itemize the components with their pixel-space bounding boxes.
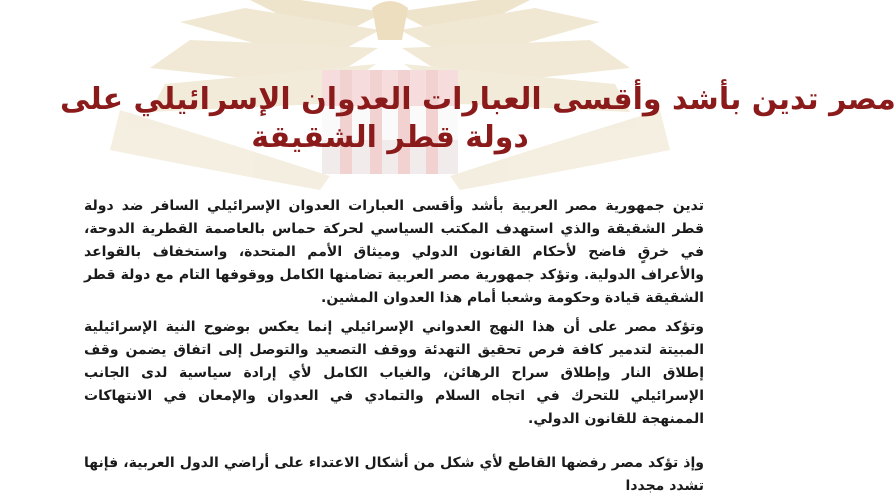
paragraph-condemnation: تدين جمهورية مصر العربية بأشد وأقسى العبارات العدوان الإسرائيلي السافر ضد دولة قطر الشقيقة والذي استهدف المكتب السياسي لحركة حماس بالعاصمة القطرية الدوحة، في خرقٍ فاضح لأحكام القانون الدولي وميثاق الأمم المتحدة، واستخفاف بالقواعد والأعراف الدولية. وتؤكد جمهورية مصر العربية تضامنها الكامل ووقوفها التام مع دولة قطر الشقيقة قيادة وحكومة وشعبا أمام هذا العدوان المشين. (84, 198, 704, 306)
paragraph-rejection: وإذ تؤكد مصر رفضها القاطع لأي شكل من أشكال الاعتداء على أراضي الدول العربية، فإنها تشدد مجددا (84, 455, 704, 494)
headline-line-1: مصر تدين بأشد وأقسى العبارات العدوان الإسرائيلي على (60, 82, 896, 117)
headline-line-2: دولة قطر الشقيقة (251, 120, 529, 155)
paragraph-israeli-intent: وتؤكد مصر على أن هذا النهج العدواني الإسرائيلي إنما يعكس بوضوح النية الإسرائيلية المبيتة لتدمير كافة فرص تحقيق التهدئة ووقف التصعيد والتوصل إلى اتفاق يضمن وقف إطلاق النار وإطلاق سراح الرهائن، والغياب الكامل لأي إرادة سياسية لدى الجانب الإسرائيلي للتحرك في اتجاه السلام والتمادي في العدوان والإمعان في الانتهاكات الممنهجة للقانون الدولي. (84, 319, 704, 427)
